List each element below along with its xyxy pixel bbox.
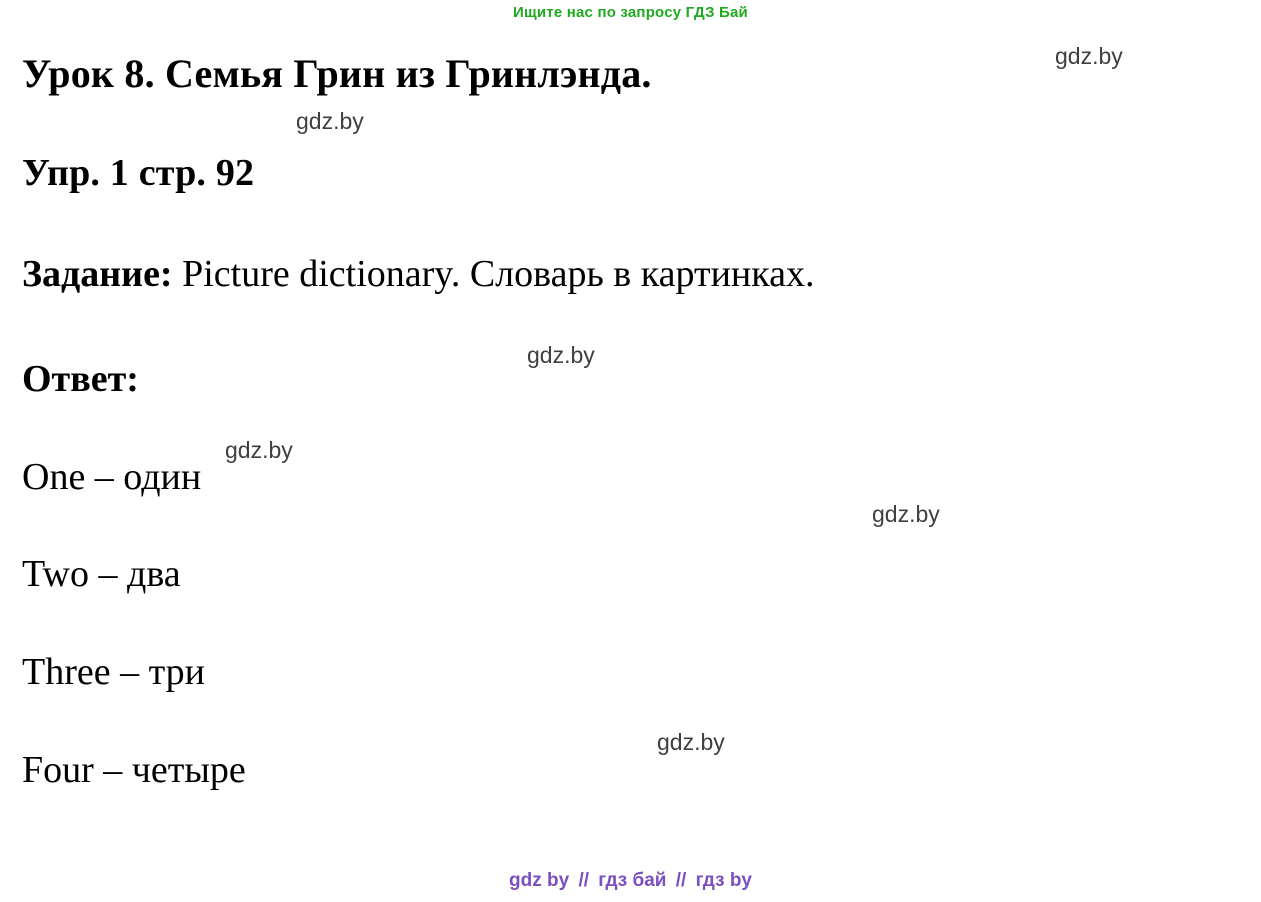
footer-item-1: gdz by xyxy=(508,870,570,891)
footer xyxy=(0,870,1261,892)
answer-item: Two – два xyxy=(22,553,181,596)
top-banner-text: Ищите нас по запросу ГДЗ Бай xyxy=(513,4,748,21)
footer-item-2: гдз бай xyxy=(598,870,667,891)
document-content xyxy=(22,40,1252,792)
watermark: gdz.by xyxy=(225,437,293,463)
task-label: Задание: xyxy=(22,253,173,295)
exercise-title: Упр. 1 стр. 92 xyxy=(22,152,255,194)
watermark: gdz.by xyxy=(527,342,595,368)
task-line xyxy=(22,195,1252,297)
watermark: gdz.by xyxy=(296,108,364,134)
answer-item: One – один xyxy=(22,455,202,498)
watermark: gdz.by xyxy=(1055,43,1123,69)
answer-label: Ответ: xyxy=(22,357,139,400)
watermark: gdz.by xyxy=(657,729,725,755)
footer-item-3: гдз by xyxy=(695,870,752,891)
answer-item: Four – четыре xyxy=(22,749,246,792)
footer-separator-2: // xyxy=(675,870,687,891)
watermark: gdz.by xyxy=(872,501,940,527)
task-text: Picture dictionary. Словарь в картинках. xyxy=(182,253,815,295)
answer-item: Three – три xyxy=(22,651,206,694)
footer-separator-1: // xyxy=(578,870,589,891)
lesson-title: Урок 8. Семья Грин из Гринлэнда. xyxy=(22,51,652,96)
